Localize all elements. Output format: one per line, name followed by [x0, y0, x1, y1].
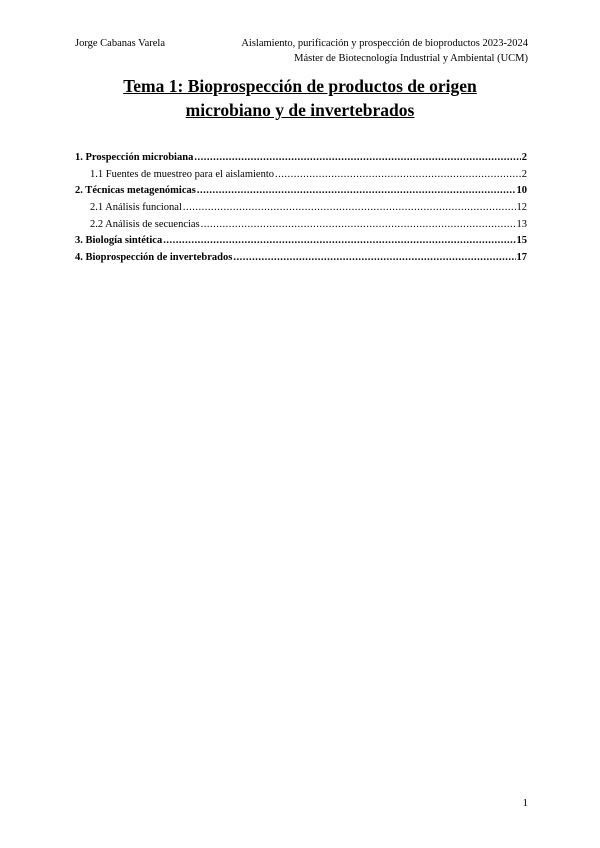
toc-entry[interactable]: [75, 169, 527, 186]
toc-entry-label: 2.1 Análisis funcional: [90, 202, 182, 214]
toc-leader-dots: [183, 202, 516, 213]
toc-leader-dots: [163, 235, 515, 246]
toc-entry-page: 13: [516, 218, 527, 230]
header-program-line: Máster de Biotecnología Industrial y Ambiental (UCM): [294, 53, 528, 64]
page-number: 1: [522, 797, 528, 809]
toc-leader-dots: [233, 252, 515, 263]
toc-entry[interactable]: [75, 185, 527, 202]
toc-entry-page: 12: [516, 202, 527, 214]
table-of-contents: [75, 152, 527, 269]
toc-entry[interactable]: [75, 202, 527, 219]
toc-entry-page: 10: [516, 185, 527, 197]
document-title-line-2: microbiano y de invertebrados: [185, 100, 415, 120]
document-title: [60, 74, 540, 122]
document-title-line-1: Tema 1: Bioprospección de productos de origen: [123, 76, 477, 96]
header-course-info: [241, 36, 528, 66]
toc-entry[interactable]: [75, 152, 527, 169]
header-course-line: Aislamiento, purificación y prospección de bioproductos 2023-2024: [241, 38, 528, 49]
toc-entry-page: 2: [521, 168, 527, 180]
toc-leader-dots: [197, 185, 516, 196]
toc-entry-page: 2: [521, 152, 527, 163]
toc-leader-dots: [275, 169, 521, 180]
toc-leader-dots: [194, 152, 520, 163]
toc-entry-label: 1. Prospección microbiana: [75, 152, 194, 163]
toc-entry[interactable]: [75, 252, 527, 269]
toc-entry-label: 1.1 Fuentes de muestreo para el aislamiento: [90, 168, 274, 180]
toc-entry-page: 17: [516, 252, 527, 264]
toc-leader-dots: [201, 219, 516, 230]
header-author: Jorge Cabanas Varela: [75, 38, 165, 49]
toc-entry-label: 3. Biología sintética: [75, 235, 163, 247]
toc-entry-page: 15: [516, 235, 527, 247]
toc-entry[interactable]: [75, 235, 527, 252]
toc-entry-label: 2. Técnicas metagenómicas: [75, 185, 196, 197]
toc-entry-label: 4. Bioprospección de invertebrados: [75, 252, 233, 264]
toc-entry-label: 2.2 Análisis de secuencias: [90, 218, 200, 230]
toc-entry[interactable]: [75, 219, 527, 236]
